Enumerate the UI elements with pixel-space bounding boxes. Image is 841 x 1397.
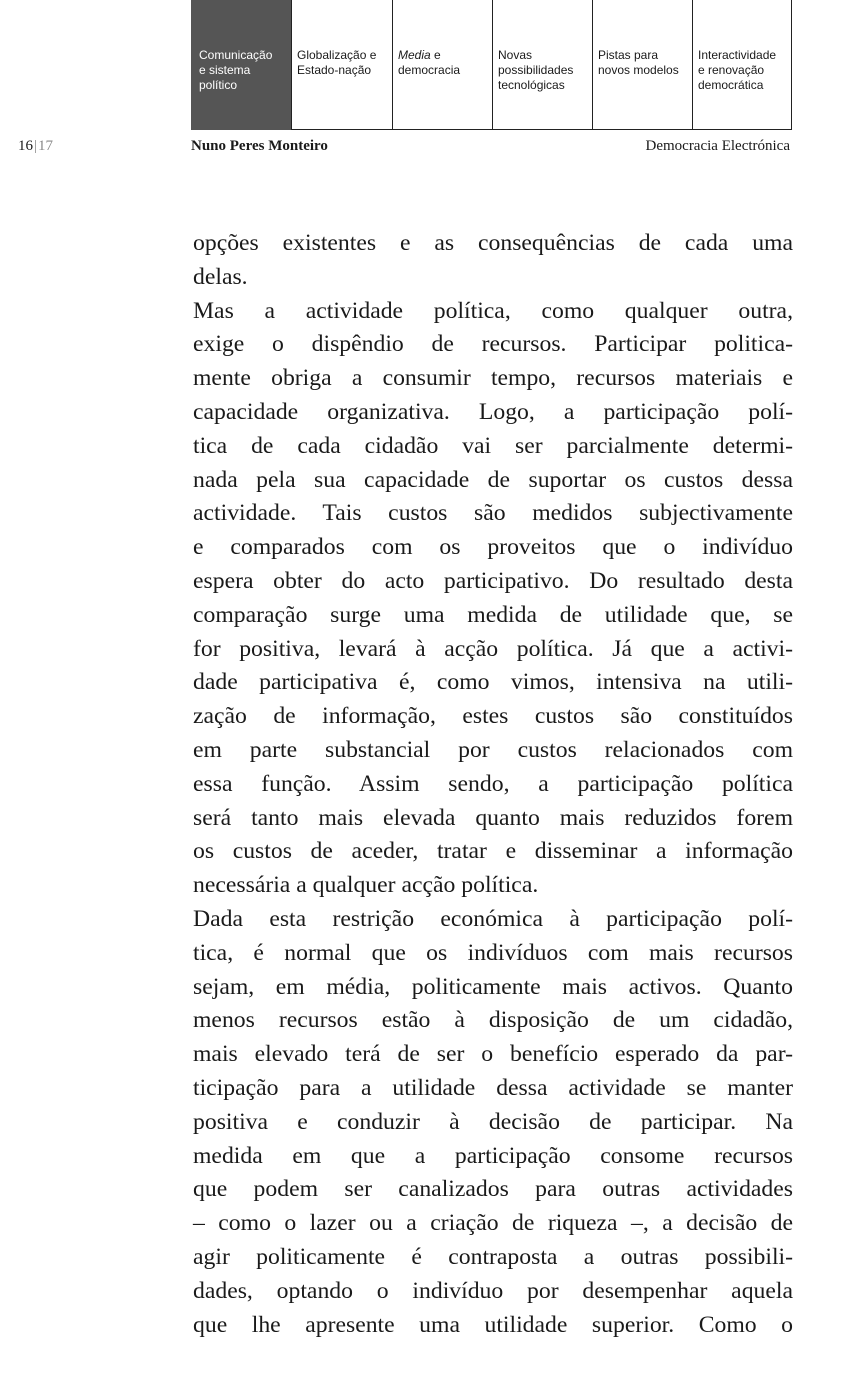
body-text-line: que podem ser canalizados para outras actividades xyxy=(193,1176,793,1203)
tab-novas-possibilidades-tecnologicas[interactable] xyxy=(492,0,592,130)
body-text-line: dade participativa é, como vimos, intensiva na utili- xyxy=(193,669,793,696)
tab-label-line: e sistema xyxy=(199,63,251,77)
tab-label-line: Interactividade xyxy=(698,48,777,62)
body-text-line: delas. xyxy=(193,263,248,290)
tab-label-line: tecnológicas xyxy=(498,78,565,92)
tab-comunicacao-e-sistema-politico[interactable] xyxy=(191,0,291,130)
tab-label-line: possibilidades xyxy=(498,63,574,77)
body-text xyxy=(193,227,793,1342)
body-text-line: os custos de aceder, tratar e disseminar a informação xyxy=(193,838,793,865)
tab-interactividade-e-renovacao-democratica[interactable] xyxy=(692,0,792,130)
body-text-line: comparação surge uma medida de utilidade que, se xyxy=(193,601,793,628)
body-text-line: exige o dispêndio de recursos. Participar politica- xyxy=(193,331,793,358)
page-number-separator: | xyxy=(34,138,38,154)
body-text-line: nada pela sua capacidade de suportar os custos dessa xyxy=(193,466,793,493)
body-text-line: opções existentes e as consequências de cada uma xyxy=(193,230,793,256)
body-text-line: for positiva, levará à acção política. Já que a activi- xyxy=(193,635,793,662)
author-name: Nuno Peres Monteiro xyxy=(191,138,328,154)
body-text-line: actividade. Tais custos são medidos subjectivamente xyxy=(193,500,793,527)
tab-label-line: Pistas para xyxy=(598,48,659,62)
tab-label-line: Globalização e xyxy=(297,48,377,62)
body-text-line: medida em que a participação consome recursos xyxy=(193,1142,793,1169)
body-text-line: essa função. Assim sendo, a participação política xyxy=(193,770,793,797)
page-number-right: 17 xyxy=(38,138,54,154)
body-text-line: tica, é normal que os indivíduos com mais recursos xyxy=(193,939,793,966)
tab-pistas-para-novos-modelos[interactable] xyxy=(592,0,692,130)
body-text-line: dades, optando o indivíduo por desempenhar aquela xyxy=(193,1277,793,1304)
body-text-line: – como o lazer ou a criação de riqueza –, a decisão de xyxy=(193,1210,793,1237)
tab-label-line: político xyxy=(199,78,238,92)
tab-media-e-democracia[interactable] xyxy=(392,0,492,130)
tab-label-line: Estado-nação xyxy=(297,63,372,77)
page-number-left: 16 xyxy=(18,138,33,154)
tab-label-rest: e xyxy=(430,48,441,62)
body-text-line: e comparados com os proveitos que o indivíduo xyxy=(193,534,793,561)
body-text-line: necessária a qualquer acção política. xyxy=(193,872,539,899)
tab-globalizacao-e-estado-nacao[interactable] xyxy=(291,0,392,130)
body-text-line: tica de cada cidadão vai ser parcialmente determi- xyxy=(193,432,793,459)
section-title: Democracia Electrónica xyxy=(645,138,790,154)
tab-label-line: democracia xyxy=(398,63,461,77)
body-text-line: Mas a actividade política, como qualquer outra, xyxy=(193,297,793,324)
body-text-line: capacidade organizativa. Logo, a participação polí- xyxy=(193,398,793,425)
tab-label-line: democrática xyxy=(698,78,764,92)
body-text-line: ticipação para a utilidade dessa actividade se manter xyxy=(193,1074,793,1101)
tab-label-italic-word: Media xyxy=(398,48,431,62)
tab-label-line: Comunicação xyxy=(199,48,273,62)
page-numbers xyxy=(18,138,53,155)
body-text-line: agir politicamente é contraposta a outras possibili- xyxy=(193,1243,793,1270)
body-text-line: menos recursos estão à disposição de um cidadão, xyxy=(193,1007,793,1034)
running-head xyxy=(0,138,841,158)
body-text-line: positiva e conduzir à decisão de participar. Na xyxy=(193,1108,793,1135)
body-text-line: mente obriga a consumir tempo, recursos materiais e xyxy=(193,365,793,392)
body-text-line: Dada esta restrição económica à participação polí- xyxy=(193,905,793,932)
body-text-line: que lhe apresente uma utilidade superior. Como o xyxy=(193,1311,793,1338)
body-text-line: zação de informação, estes custos são constituídos xyxy=(193,703,793,730)
tab-label-line: novos modelos xyxy=(598,63,679,77)
body-text-line: sejam, em média, politicamente mais activos. Quanto xyxy=(193,973,793,1000)
section-tabs xyxy=(191,0,792,130)
body-text-line: mais elevado terá de ser o benefício esperado da par- xyxy=(193,1041,793,1068)
tab-label-line: e renovação xyxy=(698,63,765,77)
tab-label-line xyxy=(398,48,488,63)
body-text-line: em parte substancial por custos relacionados com xyxy=(193,736,793,763)
body-text-line: será tanto mais elevada quanto mais reduzidos forem xyxy=(193,804,793,831)
tab-label-line: Novas xyxy=(498,48,533,62)
body-text-line: espera obter do acto participativo. Do resultado desta xyxy=(193,567,793,594)
